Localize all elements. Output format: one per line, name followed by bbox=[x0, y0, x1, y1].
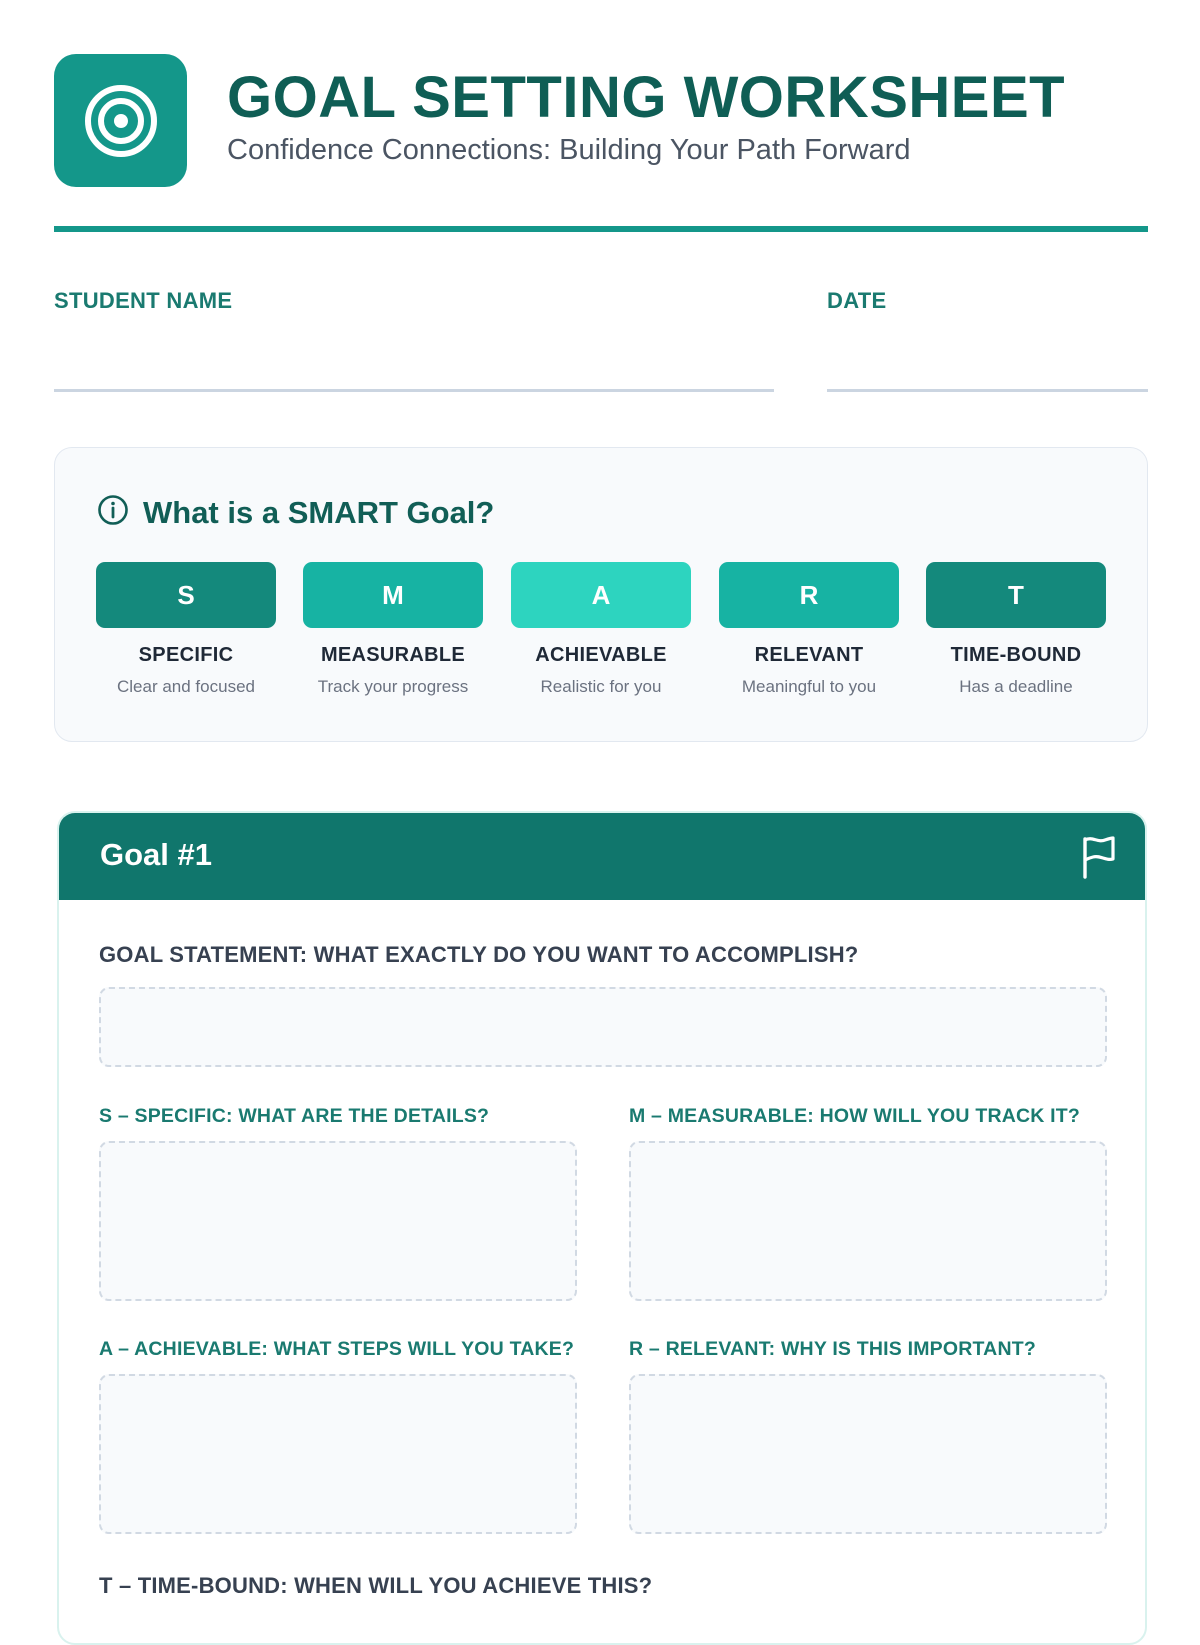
specific-label: S – SPECIFIC: WHAT ARE THE DETAILS? bbox=[99, 1105, 490, 1127]
goal-header bbox=[59, 813, 1145, 900]
student-name-field[interactable] bbox=[54, 389, 774, 392]
header-divider bbox=[54, 226, 1148, 232]
smart-letter-badge: T bbox=[926, 562, 1106, 628]
time-bound-label: T – TIME-BOUND: WHEN WILL YOU ACHIEVE THIS? bbox=[99, 1573, 653, 1598]
goal-statement-label: GOAL STATEMENT: WHAT EXACTLY DO YOU WANT TO ACCOMPLISH? bbox=[99, 942, 859, 967]
smart-item-measurable bbox=[303, 562, 483, 697]
smart-letter-badge: M bbox=[303, 562, 483, 628]
relevant-input[interactable] bbox=[629, 1374, 1107, 1534]
header bbox=[54, 54, 1148, 187]
smart-item-desc: Has a deadline bbox=[959, 677, 1073, 696]
info-icon bbox=[97, 494, 129, 531]
measurable-input[interactable] bbox=[629, 1141, 1107, 1301]
student-name-label: STUDENT NAME bbox=[54, 288, 233, 313]
smart-letter-badge: S bbox=[96, 562, 276, 628]
smart-item-name: ACHIEVABLE bbox=[535, 644, 667, 666]
relevant-label: R – RELEVANT: WHY IS THIS IMPORTANT? bbox=[629, 1338, 1036, 1360]
smart-info-panel bbox=[54, 447, 1148, 742]
smart-item-relevant bbox=[719, 562, 899, 697]
goal-statement-input[interactable] bbox=[99, 987, 1107, 1067]
smart-letter-badge: R bbox=[719, 562, 899, 628]
date-label: DATE bbox=[827, 288, 887, 313]
smart-item-name: TIME-BOUND bbox=[950, 644, 1082, 666]
achievable-input[interactable] bbox=[99, 1374, 577, 1534]
goal-card bbox=[57, 811, 1147, 1645]
page-title: GOAL SETTING WORKSHEET bbox=[227, 65, 1066, 130]
achievable-label: A – ACHIEVABLE: WHAT STEPS WILL YOU TAKE? bbox=[99, 1338, 575, 1360]
smart-letter-badge: A bbox=[511, 562, 691, 628]
smart-item-name: RELEVANT bbox=[754, 644, 864, 666]
smart-item-specific bbox=[96, 562, 276, 697]
smart-item-name: SPECIFIC bbox=[138, 644, 234, 666]
target-icon bbox=[54, 54, 187, 187]
smart-item-name: MEASURABLE bbox=[320, 644, 466, 666]
page-subtitle: Confidence Connections: Building Your Path Forward bbox=[227, 134, 911, 166]
smart-item-time-bound bbox=[926, 562, 1106, 697]
goal-title: Goal #1 bbox=[100, 837, 212, 872]
smart-item-desc: Meaningful to you bbox=[741, 677, 877, 696]
measurable-label: M – MEASURABLE: HOW WILL YOU TRACK IT? bbox=[629, 1105, 1081, 1127]
smart-item-desc: Clear and focused bbox=[117, 677, 255, 696]
smart-item-achievable bbox=[511, 562, 691, 697]
date-field[interactable] bbox=[827, 389, 1148, 392]
smart-item-desc: Realistic for you bbox=[540, 677, 662, 696]
specific-input[interactable] bbox=[99, 1141, 577, 1301]
flag-icon bbox=[1079, 835, 1119, 884]
smart-title: What is a SMART Goal? bbox=[143, 494, 495, 530]
smart-item-desc: Track your progress bbox=[317, 677, 469, 696]
